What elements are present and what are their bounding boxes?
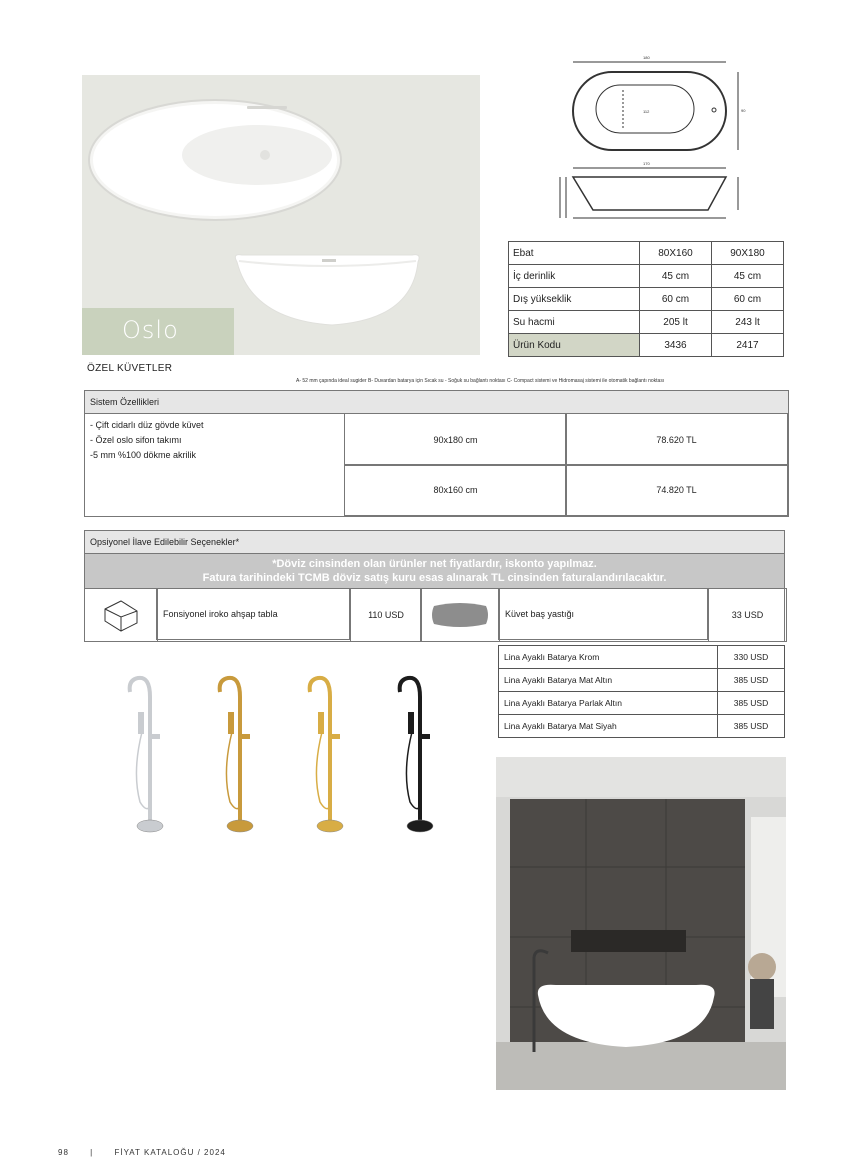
currency-notice-line1: *Döviz cinsinden olan ürünler net fiyatlardır, iskonto yapılmaz. [272, 558, 597, 570]
svg-text:180: 180 [643, 55, 650, 60]
faucet-images [118, 672, 448, 838]
currency-notice-banner [85, 554, 784, 589]
option-label: Küvet baş yastığı [498, 588, 708, 640]
faucet-image [400, 678, 433, 832]
spec-label: Ebat [509, 242, 640, 265]
faucet-price: 385 USD [718, 669, 785, 692]
spec-value: 60 cm [640, 288, 712, 311]
feature-list [85, 414, 340, 463]
price-value: 78.620 TL [565, 413, 788, 466]
page-number: 98 [58, 1148, 69, 1157]
spec-value: 60 cm [712, 288, 784, 311]
spec-value: 45 cm [640, 265, 712, 288]
svg-text:112: 112 [643, 109, 650, 114]
spec-row [509, 288, 784, 311]
feature-item: -5 mm %100 dökme akrilik [90, 450, 197, 460]
faucet-label: Lina Ayaklı Batarya Mat Siyah [499, 715, 718, 738]
svg-text:170: 170 [643, 161, 650, 166]
spec-row [509, 265, 784, 288]
faucet-label: Lina Ayaklı Batarya Mat Altın [499, 669, 718, 692]
spec-header-row [509, 242, 784, 265]
spec-row-product-code [509, 334, 784, 357]
option-price: 33 USD [708, 588, 787, 642]
section-title: ÖZEL KÜVETLER [87, 363, 173, 374]
spec-value: 2417 [712, 334, 784, 357]
page-footer [58, 1148, 226, 1157]
spec-value: 90X180 [712, 242, 784, 265]
faucet-row [499, 669, 785, 692]
product-hero-image [82, 75, 480, 355]
faucet-price: 385 USD [718, 715, 785, 738]
faucet-price: 385 USD [718, 692, 785, 715]
faucet-row [499, 646, 785, 669]
spec-label: Dış yükseklik [509, 288, 640, 311]
faucet-row [499, 692, 785, 715]
spec-value: 205 lt [640, 311, 712, 334]
svg-text:90: 90 [741, 108, 746, 113]
spec-value: 243 lt [712, 311, 784, 334]
spec-value: 3436 [640, 334, 712, 357]
product-name: Oslo [122, 316, 179, 344]
bathroom-photo [496, 757, 786, 1090]
pillow-icon [420, 588, 500, 642]
spec-label: Ürün Kodu [509, 334, 640, 357]
option-price: 110 USD [350, 588, 422, 642]
faucet-label: Lina Ayaklı Batarya Krom [499, 646, 718, 669]
options-header: Opsiyonel İlave Edilebilir Seçenekler* [85, 531, 784, 554]
connection-note: A- 52 mm çapında ideal sugider B- Duvardan batarya için Sıcak su - Soğuk su bağlantı noktası C- Compact sistemi ve Hidromasaj sistemi ile otomatik bağlantı noktası [296, 378, 665, 384]
footer-text: FİYAT KATALOĞU / 2024 [114, 1148, 226, 1157]
price-value: 74.820 TL [565, 464, 788, 516]
spec-table [508, 241, 784, 357]
price-size: 80x160 cm [344, 464, 567, 516]
faucet-price: 330 USD [718, 646, 785, 669]
feature-item: - Özel oslo sifon takımı [90, 435, 182, 445]
wood-shelf-icon [84, 588, 158, 642]
spec-row [509, 311, 784, 334]
system-features-header: Sistem Özellikleri [85, 391, 788, 414]
price-size: 90x180 cm [344, 413, 567, 466]
faucet-image [310, 678, 343, 832]
product-name-label [82, 308, 234, 355]
spec-label: İç derinlik [509, 265, 640, 288]
technical-drawing [548, 50, 748, 230]
option-label: Fonsiyonel iroko ahşap tabla [156, 588, 350, 640]
spec-value: 80X160 [640, 242, 712, 265]
faucet-row [499, 715, 785, 738]
spec-value: 45 cm [712, 265, 784, 288]
faucet-image [130, 678, 163, 832]
faucet-image [220, 678, 253, 832]
faucet-label: Lina Ayaklı Batarya Parlak Altın [499, 692, 718, 715]
currency-notice-line2: Fatura tarihindeki TCMB döviz satış kuru esas alınarak TL cinsinden faturalandırılacaktır. [202, 572, 667, 584]
feature-item: - Çift cidarlı düz gövde küvet [90, 420, 204, 430]
faucet-price-table [498, 645, 785, 738]
spec-label: Su hacmi [509, 311, 640, 334]
footer-divider: | [90, 1148, 94, 1157]
